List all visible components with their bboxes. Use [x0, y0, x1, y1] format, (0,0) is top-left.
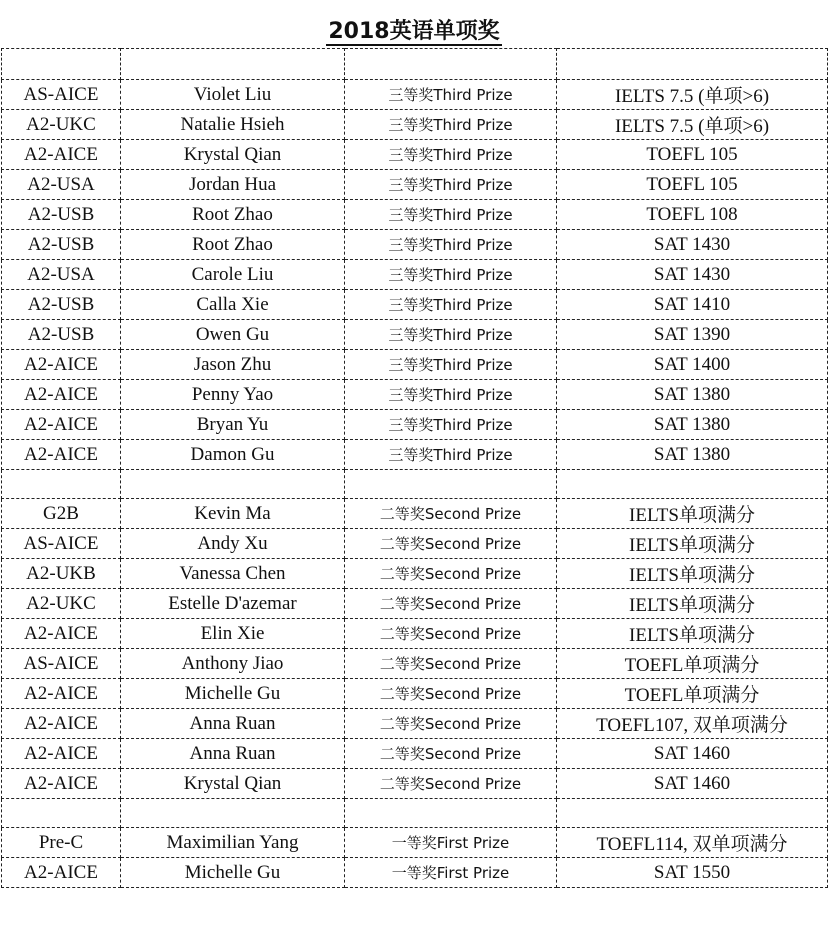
name-cell: Kevin Ma: [121, 499, 345, 529]
table-row: [2, 619, 828, 649]
prize-cell: 二等奖Second Prize: [345, 529, 557, 559]
prize-cell: 三等奖Third Prize: [345, 320, 557, 350]
class-cell: A2-UKC: [2, 589, 121, 619]
table-row: [2, 230, 828, 260]
prize-cell: 二等奖Second Prize: [345, 499, 557, 529]
class-cell: A2-USB: [2, 290, 121, 320]
table-row: [2, 769, 828, 799]
prize-cell: 二等奖Second Prize: [345, 619, 557, 649]
table-row: [2, 709, 828, 739]
score-cell: IELTS单项满分: [557, 589, 828, 619]
class-cell: A2-UKC: [2, 110, 121, 140]
name-cell: Estelle D'azemar: [121, 589, 345, 619]
class-cell: A2-AICE: [2, 140, 121, 170]
class-cell: A2-AICE: [2, 350, 121, 380]
score-cell: SAT 1400: [557, 350, 828, 380]
table-row: [2, 380, 828, 410]
awards-table-body: [2, 49, 828, 888]
class-cell: A2-USB: [2, 230, 121, 260]
class-cell: A2-USB: [2, 320, 121, 350]
name-cell: Anthony Jiao: [121, 649, 345, 679]
separator-cell: [557, 470, 828, 499]
table-row: [2, 80, 828, 110]
score-cell: TOEFL 105: [557, 140, 828, 170]
name-cell: Michelle Gu: [121, 858, 345, 888]
score-cell: SAT 1380: [557, 440, 828, 470]
name-cell: Carole Liu: [121, 260, 345, 290]
separator-cell: [2, 470, 121, 499]
score-cell: TOEFL114, 双单项满分: [557, 828, 828, 858]
document-title: [0, 14, 828, 48]
class-cell: A2-AICE: [2, 769, 121, 799]
prize-cell: 二等奖Second Prize: [345, 559, 557, 589]
table-row: [2, 739, 828, 769]
score-cell: SAT 1380: [557, 380, 828, 410]
score-cell: SAT 1550: [557, 858, 828, 888]
name-cell: Krystal Qian: [121, 140, 345, 170]
name-cell: Vanessa Chen: [121, 559, 345, 589]
prize-cell: 三等奖Third Prize: [345, 140, 557, 170]
table-row: [2, 679, 828, 709]
class-cell: A2-AICE: [2, 410, 121, 440]
class-cell: A2-AICE: [2, 709, 121, 739]
table-row: [2, 320, 828, 350]
score-cell: SAT 1460: [557, 769, 828, 799]
separator-cell: [345, 470, 557, 499]
name-cell: Calla Xie: [121, 290, 345, 320]
class-cell: AS-AICE: [2, 529, 121, 559]
prize-cell: 三等奖Third Prize: [345, 110, 557, 140]
name-cell: Anna Ruan: [121, 739, 345, 769]
score-cell: SAT 1430: [557, 230, 828, 260]
table-row: [2, 260, 828, 290]
table-row: [2, 410, 828, 440]
prize-cell: 二等奖Second Prize: [345, 649, 557, 679]
score-cell: IELTS单项满分: [557, 559, 828, 589]
table-header-row-blank: [2, 49, 828, 80]
table-row: [2, 440, 828, 470]
score-cell: IELTS单项满分: [557, 499, 828, 529]
group-separator-row: [2, 799, 828, 828]
header-cell-name: [121, 49, 345, 80]
table-row: [2, 858, 828, 888]
table-row: [2, 170, 828, 200]
prize-cell: 三等奖Third Prize: [345, 260, 557, 290]
score-cell: IELTS 7.5 (单项>6): [557, 110, 828, 140]
class-cell: A2-USB: [2, 200, 121, 230]
table-row: [2, 559, 828, 589]
name-cell: Damon Gu: [121, 440, 345, 470]
name-cell: Elin Xie: [121, 619, 345, 649]
prize-cell: 三等奖Third Prize: [345, 380, 557, 410]
name-cell: Penny Yao: [121, 380, 345, 410]
class-cell: A2-AICE: [2, 440, 121, 470]
header-cell-prize: [345, 49, 557, 80]
class-cell: A2-USA: [2, 260, 121, 290]
separator-cell: [557, 799, 828, 828]
score-cell: IELTS单项满分: [557, 529, 828, 559]
score-cell: TOEFL单项满分: [557, 649, 828, 679]
name-cell: Andy Xu: [121, 529, 345, 559]
name-cell: Root Zhao: [121, 200, 345, 230]
prize-cell: 三等奖Third Prize: [345, 350, 557, 380]
header-cell-score: [557, 49, 828, 80]
table-row: [2, 589, 828, 619]
name-cell: Michelle Gu: [121, 679, 345, 709]
name-cell: Jason Zhu: [121, 350, 345, 380]
class-cell: AS-AICE: [2, 649, 121, 679]
class-cell: A2-AICE: [2, 739, 121, 769]
table-row: [2, 110, 828, 140]
score-cell: SAT 1410: [557, 290, 828, 320]
prize-cell: 三等奖Third Prize: [345, 290, 557, 320]
prize-cell: 二等奖Second Prize: [345, 679, 557, 709]
class-cell: A2-AICE: [2, 679, 121, 709]
class-cell: A2-AICE: [2, 858, 121, 888]
score-cell: TOEFL107, 双单项满分: [557, 709, 828, 739]
name-cell: Jordan Hua: [121, 170, 345, 200]
class-cell: G2B: [2, 499, 121, 529]
table-row: [2, 499, 828, 529]
table-row: [2, 140, 828, 170]
prize-cell: 二等奖Second Prize: [345, 769, 557, 799]
prize-cell: 二等奖Second Prize: [345, 589, 557, 619]
header-cell-class: [2, 49, 121, 80]
table-row: [2, 828, 828, 858]
score-cell: IELTS 7.5 (单项>6): [557, 80, 828, 110]
class-cell: AS-AICE: [2, 80, 121, 110]
table-row: [2, 350, 828, 380]
prize-cell: 三等奖Third Prize: [345, 410, 557, 440]
prize-cell: 三等奖Third Prize: [345, 170, 557, 200]
table-row: [2, 290, 828, 320]
name-cell: Root Zhao: [121, 230, 345, 260]
name-cell: Violet Liu: [121, 80, 345, 110]
separator-cell: [345, 799, 557, 828]
name-cell: Maximilian Yang: [121, 828, 345, 858]
prize-cell: 三等奖Third Prize: [345, 80, 557, 110]
prize-cell: 一等奖First Prize: [345, 858, 557, 888]
score-cell: TOEFL 108: [557, 200, 828, 230]
prize-cell: 二等奖Second Prize: [345, 709, 557, 739]
prize-cell: 二等奖Second Prize: [345, 739, 557, 769]
name-cell: Anna Ruan: [121, 709, 345, 739]
score-cell: TOEFL单项满分: [557, 679, 828, 709]
prize-cell: 三等奖Third Prize: [345, 440, 557, 470]
separator-cell: [121, 799, 345, 828]
name-cell: Krystal Qian: [121, 769, 345, 799]
class-cell: A2-AICE: [2, 380, 121, 410]
separator-cell: [121, 470, 345, 499]
name-cell: Natalie Hsieh: [121, 110, 345, 140]
name-cell: Bryan Yu: [121, 410, 345, 440]
score-cell: SAT 1430: [557, 260, 828, 290]
separator-cell: [2, 799, 121, 828]
table-row: [2, 529, 828, 559]
group-separator-row: [2, 470, 828, 499]
awards-table: [1, 48, 828, 888]
name-cell: Owen Gu: [121, 320, 345, 350]
document-title-text: 2018英语单项奖: [328, 19, 500, 44]
score-cell: TOEFL 105: [557, 170, 828, 200]
class-cell: Pre-C: [2, 828, 121, 858]
table-row: [2, 649, 828, 679]
score-cell: SAT 1380: [557, 410, 828, 440]
score-cell: SAT 1390: [557, 320, 828, 350]
class-cell: A2-AICE: [2, 619, 121, 649]
prize-cell: 三等奖Third Prize: [345, 230, 557, 260]
prize-cell: 三等奖Third Prize: [345, 200, 557, 230]
prize-cell: 一等奖First Prize: [345, 828, 557, 858]
table-row: [2, 200, 828, 230]
score-cell: SAT 1460: [557, 739, 828, 769]
class-cell: A2-UKB: [2, 559, 121, 589]
class-cell: A2-USA: [2, 170, 121, 200]
score-cell: IELTS单项满分: [557, 619, 828, 649]
